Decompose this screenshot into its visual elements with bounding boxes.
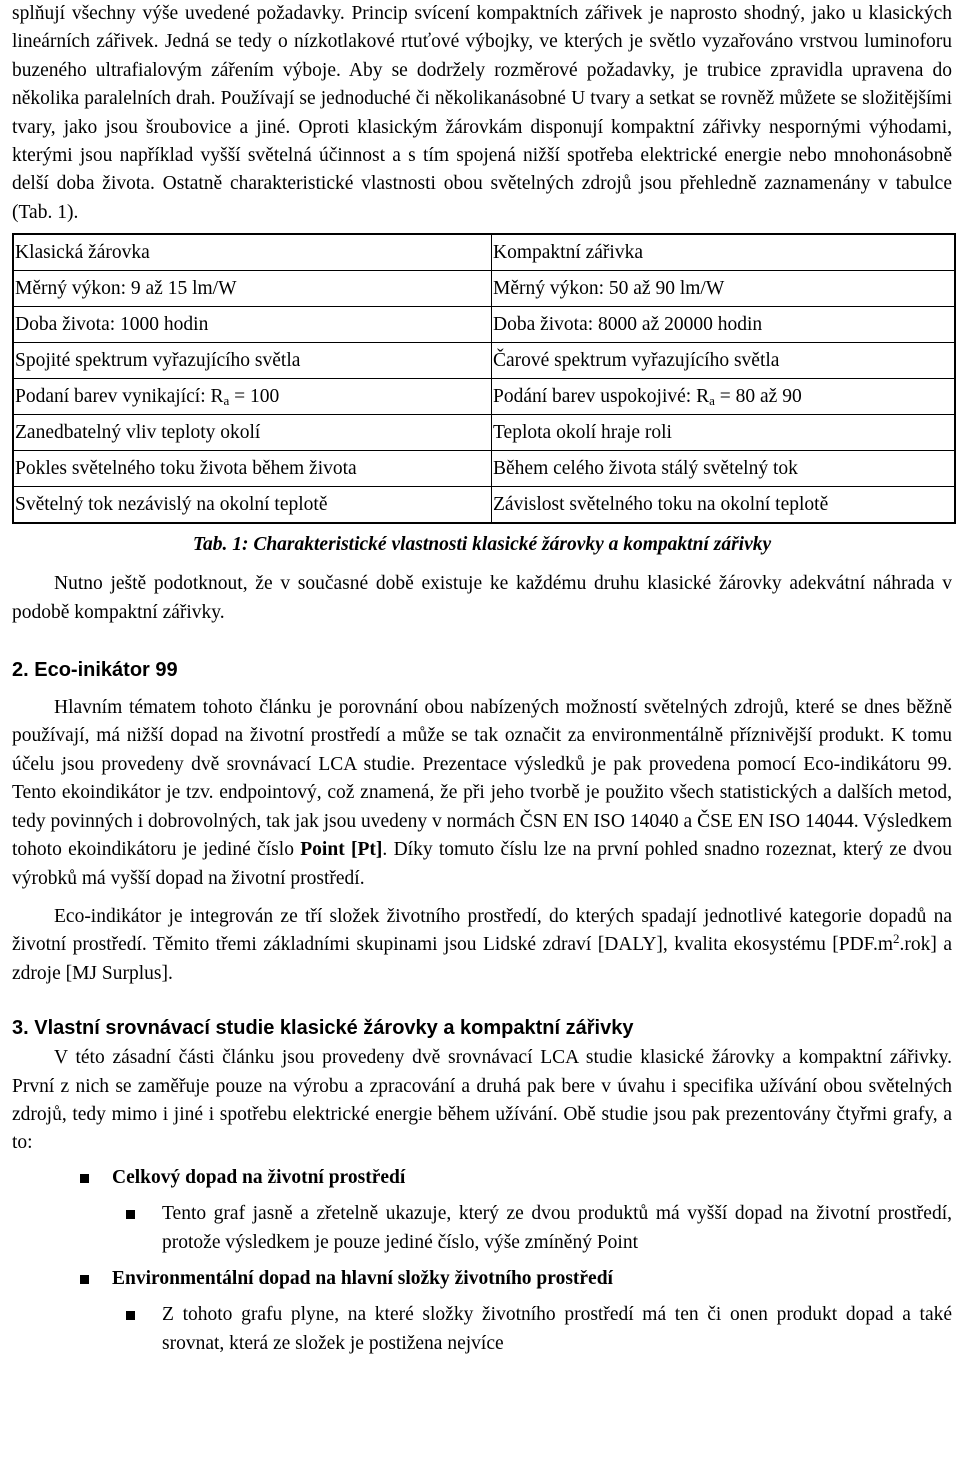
table-cell: Během celého života stálý světelný tok xyxy=(492,451,956,487)
subscript: a xyxy=(223,392,230,408)
table-cell: Čarové spektrum vyřazujícího světla xyxy=(492,343,956,379)
point-unit-bold: Point [Pt] xyxy=(300,839,383,861)
table-cell: Doba života: 1000 hodin xyxy=(13,307,492,343)
table-cell: Spojité spektrum vyřazujícího světla xyxy=(13,343,492,379)
paragraph-text: Eco-indikátor je integrován ze tří složek životního prostředí, do kterých spadají jednotlivé kategorie dopadů na životní prostředí. Těmito třemi základními skupinami jsou Lidské zdraví [DALY], kvalita ekosystému [PDF.m xyxy=(12,905,952,956)
table-cell: Světelný tok nezávislý na okolní teplotě xyxy=(13,487,492,524)
table-header-left: Klasická žárovka xyxy=(13,234,492,271)
table-caption: Tab. 1: Charakteristické vlastnosti klasické žárovky a kompaktní zářivky xyxy=(192,534,772,556)
table-cell: Pokles světelného toku života během života xyxy=(13,451,492,487)
table-row xyxy=(13,343,955,379)
list-item-title: Environmentální dopad na hlavní složky životního prostředí xyxy=(112,1267,613,1289)
cell-text: = 80 až 90 xyxy=(714,385,802,407)
table-cell xyxy=(492,379,956,415)
cell-text: Podaní barev vynikající: R xyxy=(15,385,224,407)
cell-text: Podání barev uspokojivé: R xyxy=(493,385,710,407)
paragraph-text: .rok] a zdroje [MJ Surplus]. xyxy=(12,934,952,984)
intro-paragraph: splňují všechny výše uvedené požadavky. Princip svícení kompaktních zářivek je naprosto shodný, jako u klasických lineárních zářivek. Jedná se tedy o nízkotlakové rtuťové výbojky, ve kterých je světlo vyzařováno vrstvou luminoforu buzeného ultrafialovým zářením výboje. Aby se dodržely rozměrové požadavky, je trubice zpravidla upravena do několika paralelních drah. Používají se jednoduché či několikanásobné U tvary a setkat se rovněž můžete se složitějšími tvary, jako jsou šroubovice a jiné. Oproti klasickým žárovkám disponují kompaktní zářivky nespornými výhodami, kterými jsou například vyšší světelná účinnost a s tím spojená nižší spotřeba elektrické energie nebo mnohonásobně delší doba života. Ostatně charakteristické vlastnosti obou světelných zdrojů jsou přehledně zaznamenány v tabulce (Tab. 1). xyxy=(12,3,952,223)
table-cell: Teplota okolí hraje roli xyxy=(492,415,956,451)
comparison-table xyxy=(12,233,956,524)
section-3-paragraph-1: V této zásadní části článku jsou provedeny dvě srovnávací LCA studie klasické žárovky a kompaktní zářivky. První z nich se zaměřuje pouze na výrobu a zpracování a druhá pak bere v úvahu i specifika užívání obou světelných zdrojů, tedy mimo i jiné i spotřebu elektrické energie během užívání. Obě studie jsou pak prezentovány čtyřmi grafy, a to: xyxy=(12,1047,952,1154)
table-row xyxy=(13,487,955,524)
list-item-title: Celkový dopad na životní prostředí xyxy=(112,1166,406,1188)
table-row xyxy=(13,451,955,487)
document-page xyxy=(12,0,952,1358)
sub-list xyxy=(12,1301,952,1358)
sub-list-item: Z tohoto grafu plyne, na které složky životního prostředí má ten či onen produkt dopad a také srovnat, která ze složek je postižena nejvíce xyxy=(12,1301,952,1358)
superscript: 2 xyxy=(893,931,900,947)
section-2-paragraph-1 xyxy=(12,694,952,893)
table-row-color-rendering xyxy=(13,379,955,415)
table-cell: Měrný výkon: 50 až 90 lm/W xyxy=(492,271,956,307)
table-cell: Měrný výkon: 9 až 15 lm/W xyxy=(13,271,492,307)
table-row xyxy=(13,271,955,307)
section-3-heading: 3. Vlastní srovnávací studie klasické žárovky a kompaktní zářivky xyxy=(12,1017,634,1040)
table-cell: Závislost světelného toku na okolní teplotě xyxy=(492,487,956,524)
table-row xyxy=(13,415,955,451)
table-cell xyxy=(13,379,492,415)
table-cell: Zanedbatelný vliv teploty okolí xyxy=(13,415,492,451)
sub-list-item: Tento graf jasně a zřetelně ukazuje, který ze dvou produktů má vyšší dopad na životní prostředí, protože výsledkem je pouze jediné číslo, výše zmíněný Point xyxy=(12,1200,952,1257)
table-header-right: Kompaktní zářivka xyxy=(492,234,956,271)
table-cell: Doba života: 8000 až 20000 hodin xyxy=(492,307,956,343)
table-row xyxy=(13,307,955,343)
sub-list xyxy=(12,1200,952,1257)
graph-list xyxy=(12,1164,952,1358)
section-2-paragraph-2 xyxy=(12,903,952,988)
paragraph-text: Hlavním tématem tohoto článku je porovnání obou nabízených možností světelných zdrojů, které se dnes běžně používají, má nižší dopad na životní prostředí a může se tak označit za environmentálně příznivější produkt. K tomu účelu jsou provedeny dvě srovnávací LCA studie. Prezentace výsledků je pak provedena pomocí Eco-indikátoru 99. Tento ekoindikátor je tzv. endpointový, což znamená, že při jeho tvorbě je použito všech statistických a dalších metod, tedy povinných i dobrovolných, tak jak jsou uvedeny v normách ČSN EN ISO 14040 a ČSE EN ISO 14044. Výsledkem tohoto ekoindikátoru je jediné číslo xyxy=(12,697,952,861)
section-2-heading: 2. Eco-inikátor 99 xyxy=(12,659,178,682)
subscript: a xyxy=(709,392,715,408)
paragraph-text: . Díky tomuto číslu lze na první pohled snadno rozeznat, který ze dvou výrobků má vyšší dopad na životní prostředí. xyxy=(12,839,952,889)
note-paragraph: Nutno ještě podotknout, že v současné době existuje ke každému druhu klasické žárovky adekvátní náhrada v podobě kompaktní zářivky. xyxy=(12,573,952,623)
list-item xyxy=(12,1265,952,1358)
list-item xyxy=(12,1164,952,1257)
cell-text: = 100 xyxy=(229,385,280,407)
table-header-row xyxy=(13,234,955,271)
